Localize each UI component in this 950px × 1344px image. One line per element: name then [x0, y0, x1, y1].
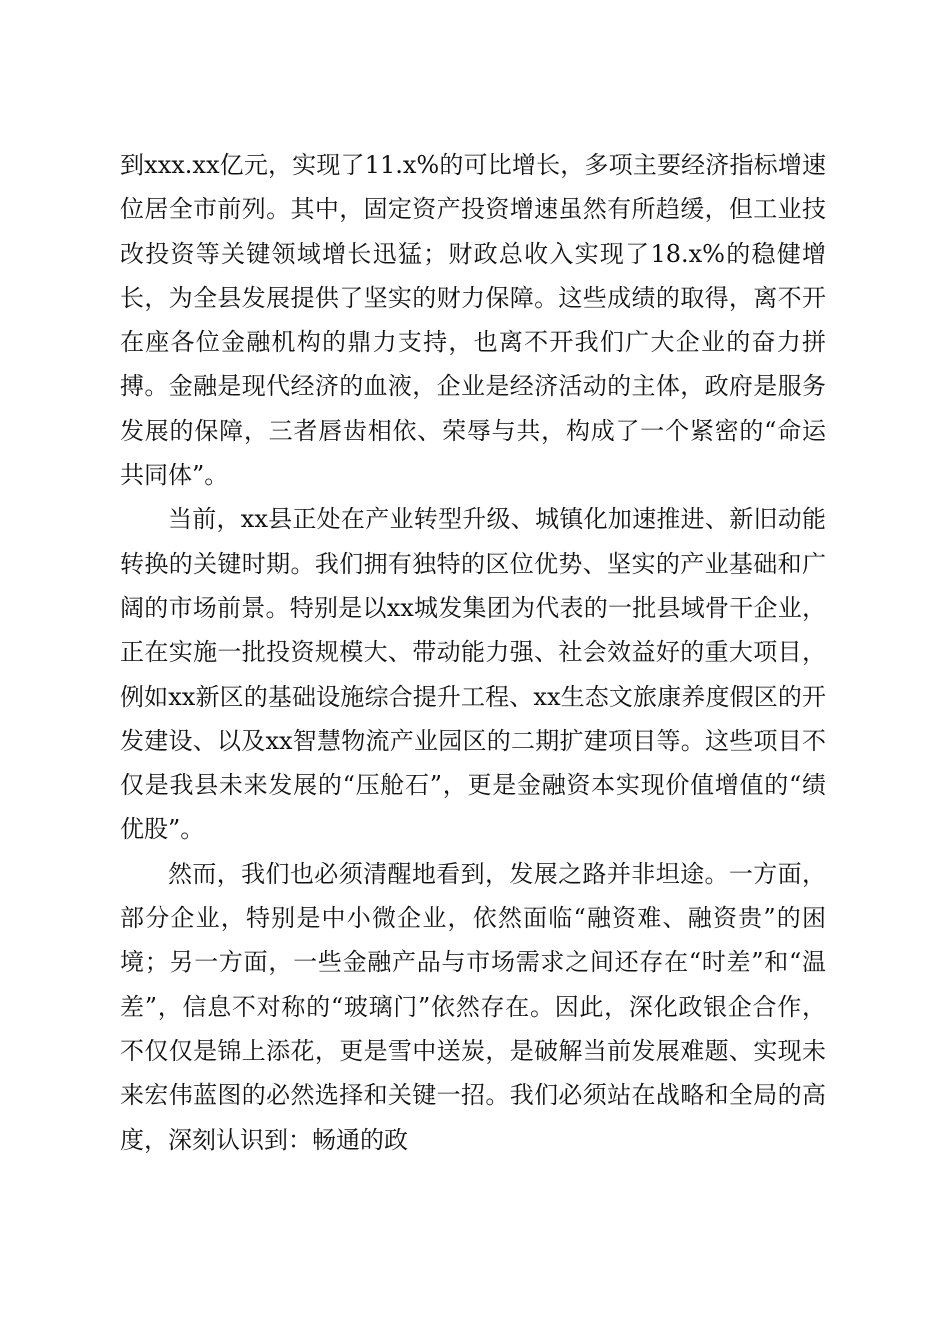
body-text [120, 143, 826, 1162]
paragraph-challenges: 然而，我们也必须清醒地看到，发展之路并非坦途。一方面，部分企业，特别是中小微企业，依然面临“融资难、融资贵”的困境；另一方面，一些金融产品与市场需求之间还存在“时差”和“温差”，信息不对称的“玻璃门”依然存在。因此，深化政银企合作，不仅仅是锦上添花，更是雪中送炭，是破解当前发展难题、实现未来宏伟蓝图的必然选择和关键一招。我们必须站在战略和全局的高度，深刻认识到：畅通的政 [120, 859, 826, 1154]
paragraph-continuation: 到xxx.xx亿元，实现了11.x%的可比增长，多项主要经济指标增速位居全市前列。其中，固定资产投资增速虽然有所趋缓，但工业技改投资等关键领域增长迅猛；财政总收入实现了18.x%的稳健增长，为全县发展提供了坚实的财力保障。这些成绩的取得，离不开在座各位金融机构的鼎力支持，也离不开我们广大企业的奋力拼搏。金融是现代经济的血液，企业是经济活动的主体，政府是服务发展的保障，三者唇齿相依、荣辱与共，构成了一个紧密的“命运共同体”。 [120, 151, 826, 490]
paragraph-current-situation: 当前，xx县正处在产业转型升级、城镇化加速推进、新旧动能转换的关键时期。我们拥有独特的区位优势、坚实的产业基础和广阔的市场前景。特别是以xx城发集团为代表的一批县域骨干企业，正在实施一批投资规模大、带动能力强、社会效益好的重大项目，例如xx新区的基础设施综合提升工程、xx生态文旅康养度假区的开发建设、以及xx智慧物流产业园区的二期扩建项目等。这些项目不仅是我县未来发展的“压舱石”，更是金融资本实现价值增值的“绩优股”。 [120, 505, 826, 844]
